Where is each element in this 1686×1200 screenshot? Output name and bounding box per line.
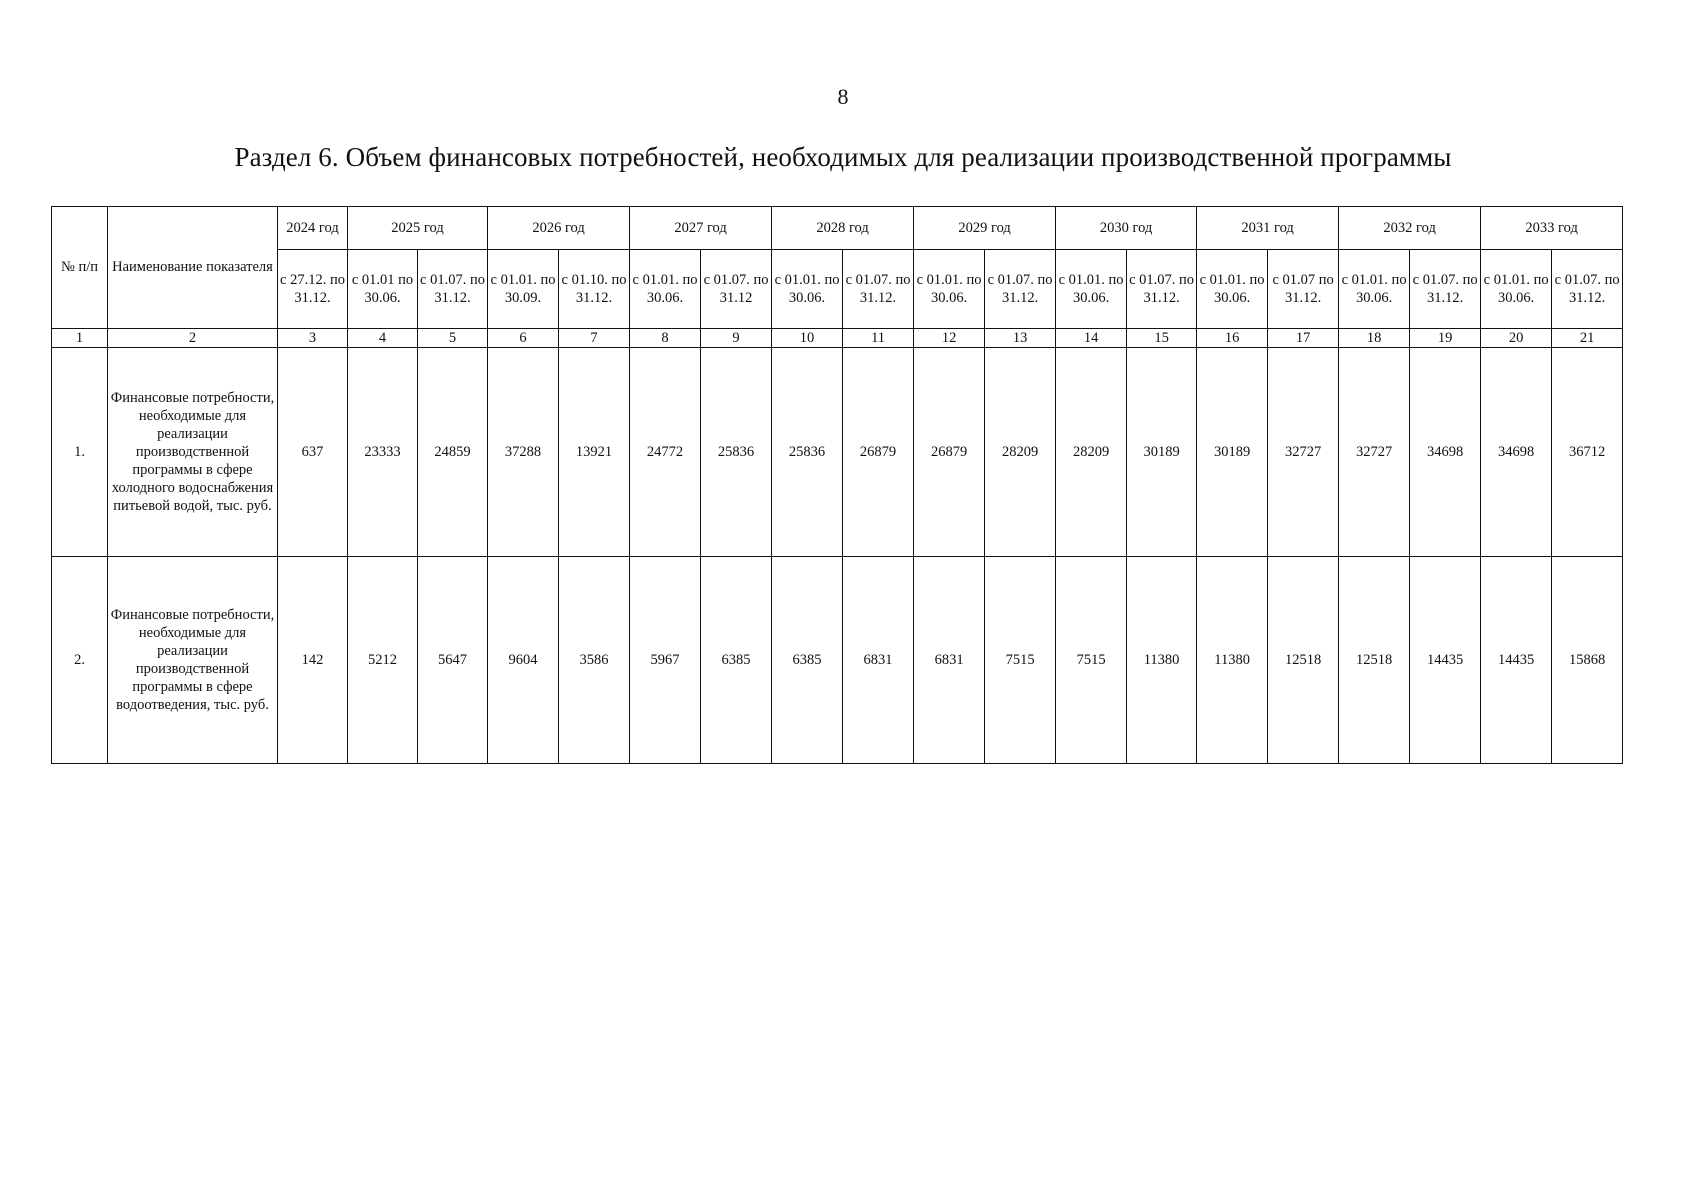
column-number: 14 [1056,329,1127,348]
value-cell: 36712 [1552,348,1623,557]
value-cell: 3586 [559,557,630,764]
page-number: 8 [837,84,849,109]
period-header: с 01.10. по 31.12. [559,250,630,329]
period-header: с 27.12. по 31.12. [278,250,348,329]
period-header: с 01.01. по 30.06. [772,250,843,329]
value-cell: 637 [278,348,348,557]
value-cell: 28209 [985,348,1056,557]
value-cell: 26879 [843,348,914,557]
value-cell: 5967 [630,557,701,764]
row-number: 1. [52,348,108,557]
value-cell: 5212 [348,557,418,764]
value-cell: 14435 [1481,557,1552,764]
value-cell: 30189 [1197,348,1268,557]
column-number: 11 [843,329,914,348]
value-cell: 12518 [1268,557,1339,764]
col-number-header: № п/п [52,207,108,329]
period-header: с 01.07. по 31.12. [1410,250,1481,329]
value-cell: 6831 [914,557,985,764]
table-row [52,557,1623,764]
year-header: 2028 год [772,207,914,250]
value-cell: 5647 [418,557,488,764]
column-number: 5 [418,329,488,348]
value-cell: 30189 [1127,348,1197,557]
period-header: с 01.07. по 31.12. [418,250,488,329]
value-cell: 15868 [1552,557,1623,764]
indicator-name: Финансовые потребности, необходимые для реализации производственной программы в сфере водоотведения, тыс. руб. [108,557,278,764]
period-header: с 01.01. по 30.09. [488,250,559,329]
period-header: с 01.01. по 30.06. [630,250,701,329]
financial-needs-table [51,206,1623,764]
value-cell: 12518 [1339,557,1410,764]
year-header: 2024 год [278,207,348,250]
period-header: с 01.01. по 30.06. [1339,250,1410,329]
column-number: 8 [630,329,701,348]
value-cell: 11380 [1197,557,1268,764]
period-header: с 01.07. по 31.12. [985,250,1056,329]
period-header: с 01.01. по 30.06. [1481,250,1552,329]
value-cell: 28209 [1056,348,1127,557]
value-cell: 24772 [630,348,701,557]
value-cell: 24859 [418,348,488,557]
column-number: 6 [488,329,559,348]
section-title: Раздел 6. Объем финансовых потребностей, необходимых для реализации производственной программы [234,142,1452,172]
value-cell: 6831 [843,557,914,764]
value-cell: 9604 [488,557,559,764]
year-header: 2030 год [1056,207,1197,250]
period-header: с 01.01 по 30.06. [348,250,418,329]
period-header: с 01.07. по 31.12. [1552,250,1623,329]
value-cell: 23333 [348,348,418,557]
period-header: с 01.01. по 30.06. [1197,250,1268,329]
column-number: 18 [1339,329,1410,348]
period-header: с 01.07. по 31.12. [1127,250,1197,329]
value-cell: 32727 [1339,348,1410,557]
value-cell: 34698 [1481,348,1552,557]
column-number: 4 [348,329,418,348]
year-header: 2032 год [1339,207,1481,250]
col-name-header: Наименование показателя [108,207,278,329]
column-number: 16 [1197,329,1268,348]
table-row [52,348,1623,557]
year-header: 2027 год [630,207,772,250]
column-number-row [52,329,1623,348]
column-number: 9 [701,329,772,348]
year-header: 2029 год [914,207,1056,250]
period-header: с 01.07 по 31.12. [1268,250,1339,329]
column-number: 10 [772,329,843,348]
column-number: 13 [985,329,1056,348]
indicator-name: Финансовые потребности, необходимые для реализации производственной программы в сфере холодного водоснабжения питьевой водой, тыс. руб. [108,348,278,557]
year-header: 2033 год [1481,207,1623,250]
year-header: 2026 год [488,207,630,250]
value-cell: 142 [278,557,348,764]
value-cell: 6385 [772,557,843,764]
row-number: 2. [52,557,108,764]
value-cell: 11380 [1127,557,1197,764]
value-cell: 34698 [1410,348,1481,557]
column-number: 2 [108,329,278,348]
value-cell: 7515 [1056,557,1127,764]
column-number: 17 [1268,329,1339,348]
value-cell: 6385 [701,557,772,764]
value-cell: 7515 [985,557,1056,764]
column-number: 12 [914,329,985,348]
period-header: с 01.07. по 31.12. [843,250,914,329]
value-cell: 26879 [914,348,985,557]
value-cell: 25836 [701,348,772,557]
column-number: 3 [278,329,348,348]
period-header: с 01.01. по 30.06. [1056,250,1127,329]
value-cell: 25836 [772,348,843,557]
period-header: с 01.07. по 31.12 [701,250,772,329]
year-header: 2031 год [1197,207,1339,250]
column-number: 21 [1552,329,1623,348]
column-number: 1 [52,329,108,348]
column-number: 15 [1127,329,1197,348]
period-header: с 01.01. по 30.06. [914,250,985,329]
value-cell: 37288 [488,348,559,557]
value-cell: 13921 [559,348,630,557]
value-cell: 14435 [1410,557,1481,764]
value-cell: 32727 [1268,348,1339,557]
column-number: 19 [1410,329,1481,348]
column-number: 7 [559,329,630,348]
year-header: 2025 год [348,207,488,250]
column-number: 20 [1481,329,1552,348]
